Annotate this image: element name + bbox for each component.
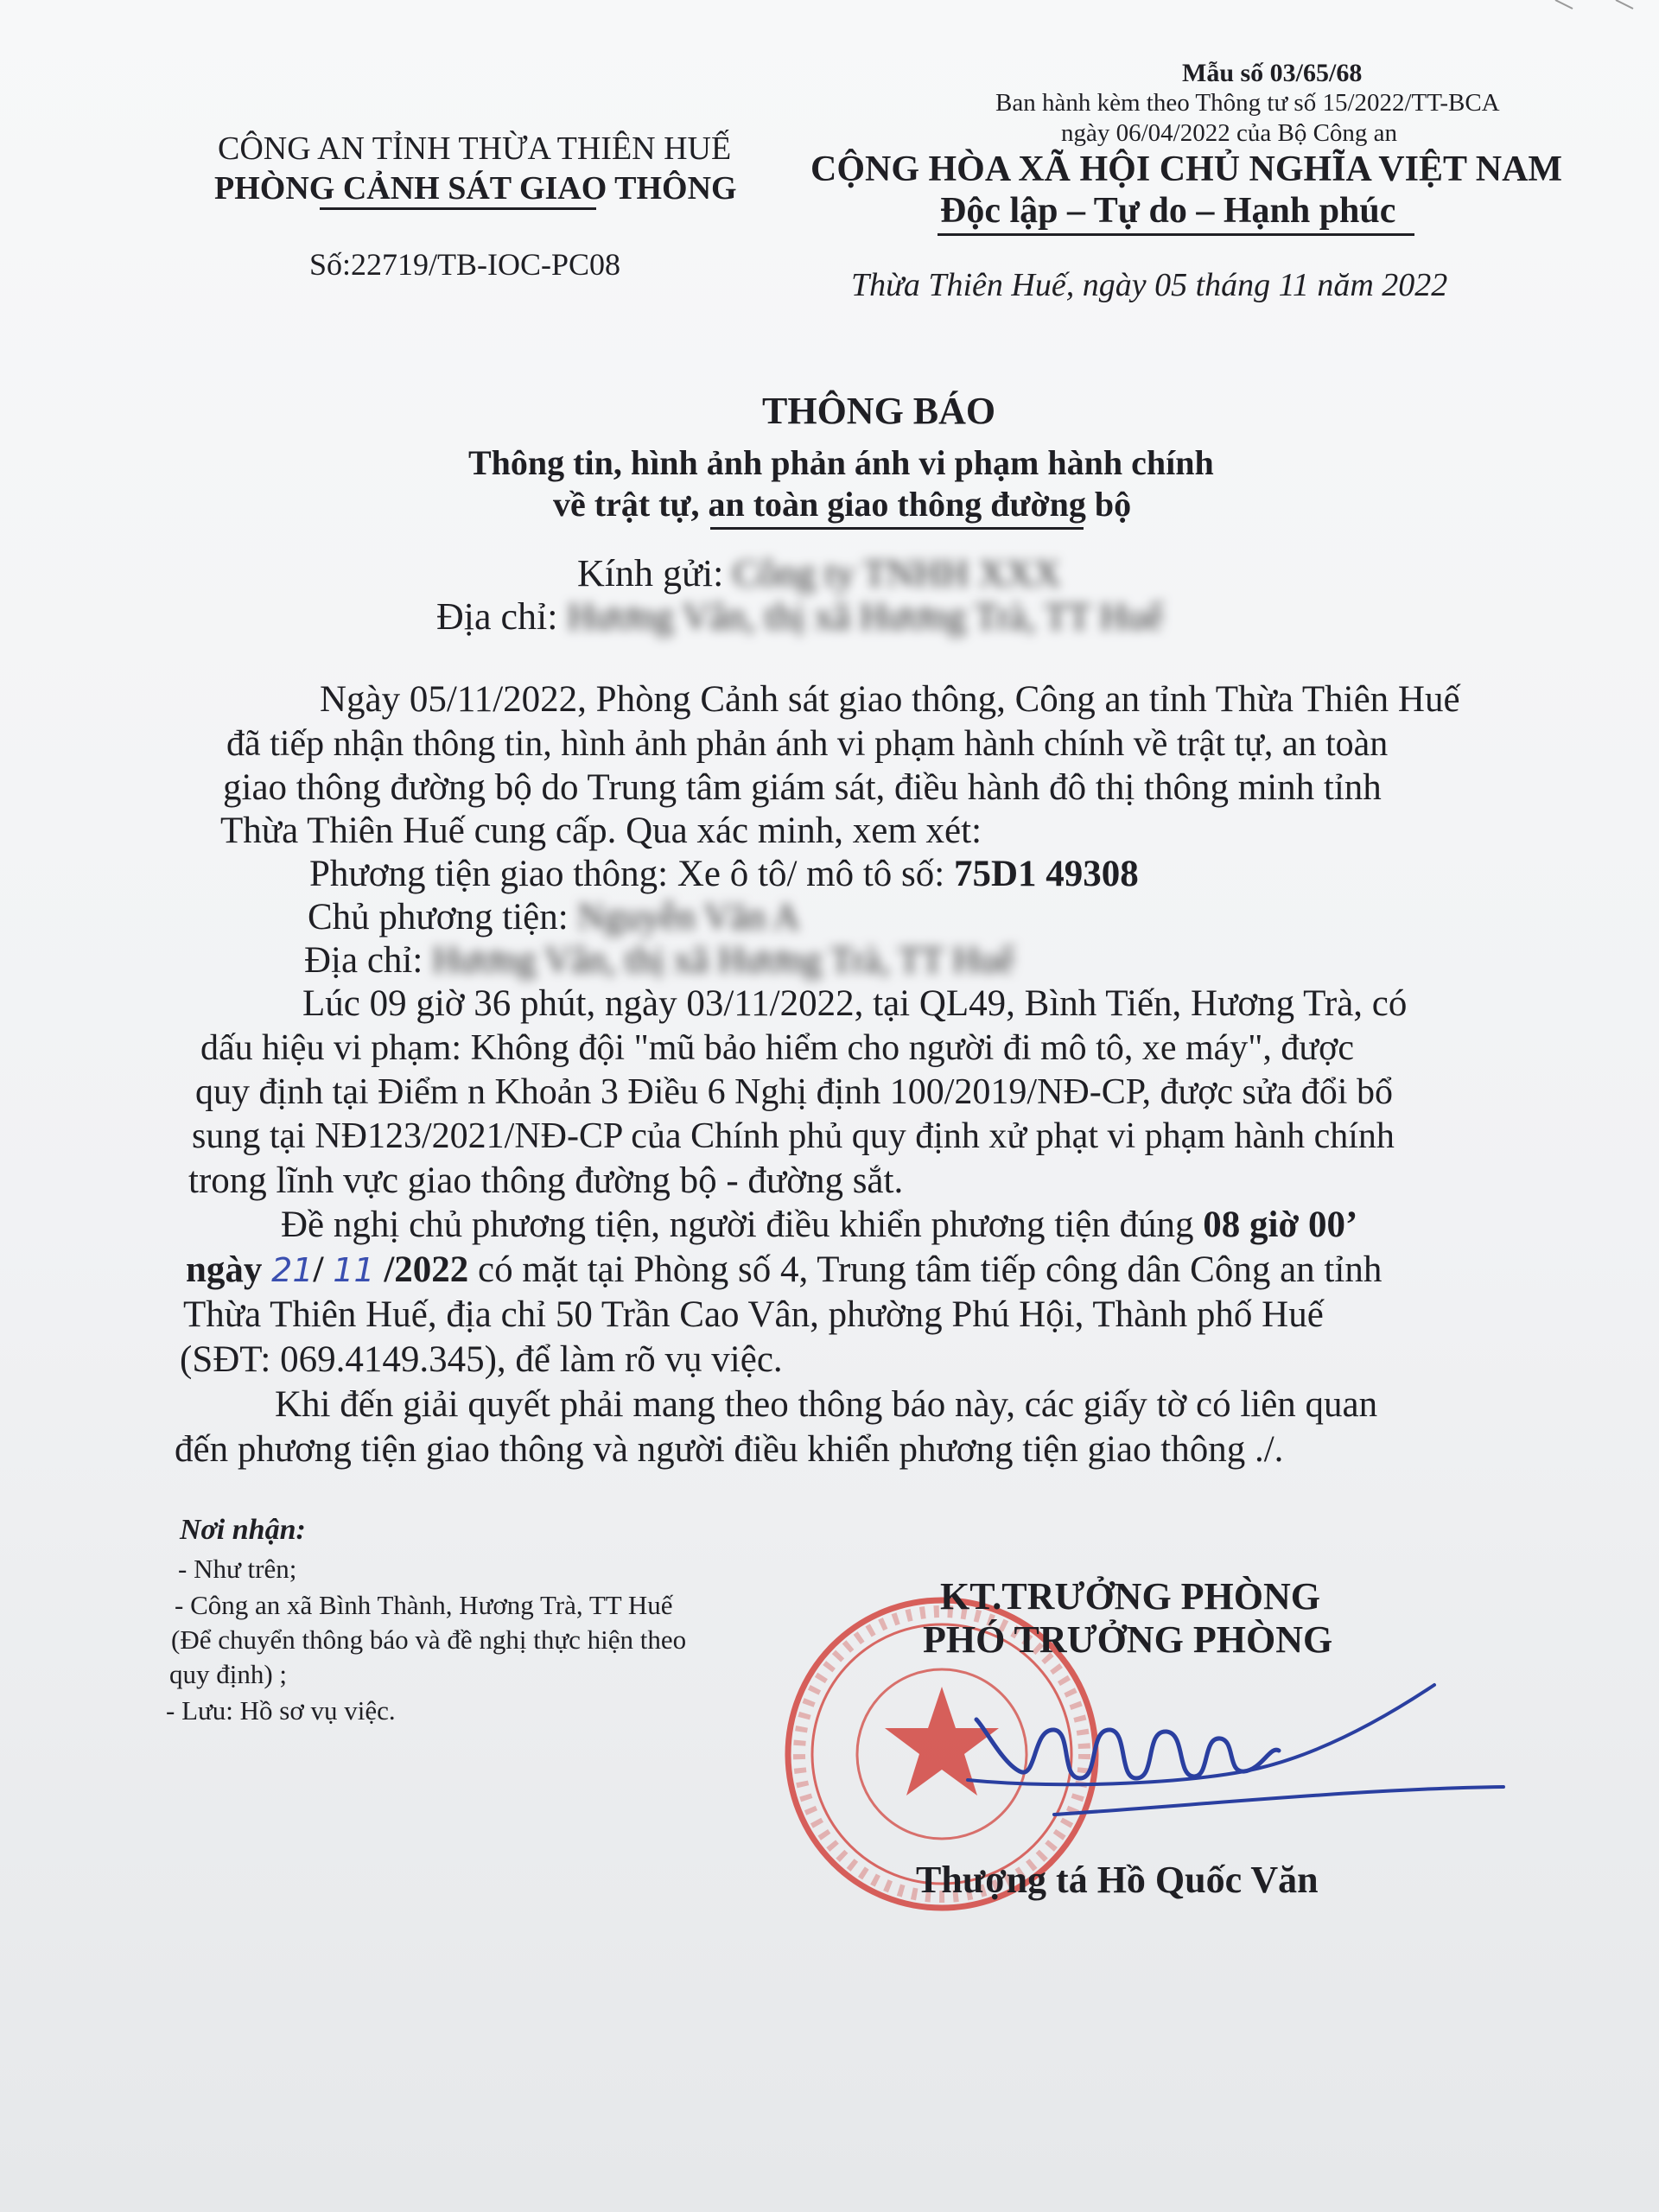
notice-subtitle-2: về trật tự, an toàn giao thông đường bộ [553, 485, 1132, 524]
appointment-month-handwritten: 11 [333, 1251, 375, 1289]
owner-address-row [304, 942, 1014, 979]
place-date: Thừa Thiên Huế, ngày 05 tháng 11 năm 2022 [851, 267, 1448, 303]
para2-line3: quy định tại Điểm n Khoản 3 Điều 6 Nghị định 100/2019/NĐ-CP, được sửa đổi bổ [195, 1072, 1393, 1112]
appointment-year: /2022 [374, 1249, 469, 1290]
para1-line2: đã tiếp nhận thông tin, hình ảnh phản ánh vi phạm hành chính về trật tự, an toàn [226, 724, 1389, 764]
kinh-gui-value-redacted: Công ty TNHH XXX [733, 552, 1061, 594]
signer-title-2: PHÓ TRƯỞNG PHÒNG [923, 1618, 1333, 1661]
form-issued-line2: ngày 06/04/2022 của Bộ Công an [1061, 119, 1398, 147]
para3-line2-text: có mặt tại Phòng số 4, Trung tâm tiếp công dân Công an tỉnh [468, 1249, 1382, 1290]
para4-line1: Khi đến giải quyết phải mang theo thông báo này, các giấy tờ có liên quan [275, 1384, 1378, 1425]
owner-label: Chủ phương tiện: [308, 897, 569, 938]
handwritten-signature [950, 1668, 1512, 1832]
vehicle-row [309, 855, 1139, 893]
para2-line1: Lúc 09 giờ 36 phút, ngày 03/11/2022, tại QL49, Bình Tiến, Hương Trà, có [302, 983, 1408, 1024]
recipient-address-label: Địa chỉ: [436, 595, 558, 638]
agency-underline [320, 207, 596, 210]
vehicle-label: Phương tiện giao thông: Xe ô tô/ mô tô số: [309, 854, 954, 894]
form-issued-line1: Ban hành kèm theo Thông tư số 15/2022/TT-BCA [995, 89, 1500, 117]
agency-name: PHÒNG CẢNH SÁT GIAO THÔNG [214, 170, 737, 207]
notice-title: THÔNG BÁO [762, 390, 996, 432]
recipients-line4: quy định) ; [169, 1659, 288, 1689]
motto-underline [938, 233, 1414, 236]
owner-address-redacted: Hương Vân, thị xã Hương Trà, TT Huế [432, 940, 1014, 981]
national-motto: Độc lập – Tự do – Hạnh phúc [940, 191, 1396, 231]
form-number: Mẫu số 03/65/68 [1182, 59, 1363, 87]
recipient-address-row [436, 595, 1163, 638]
notice-subtitle-1: Thông tin, hình ảnh phản ánh vi phạm hành chính [468, 443, 1214, 482]
recipients-heading: Nơi nhận: [180, 1514, 306, 1546]
recipients-line1: - Như trên; [178, 1554, 297, 1584]
owner-row [308, 899, 800, 936]
para1-line4: Thừa Thiên Huế cung cấp. Qua xác minh, xem xét: [220, 810, 982, 851]
para1-line1: Ngày 05/11/2022, Phòng Cảnh sát giao thông, Công an tỉnh Thừa Thiên Huế [320, 679, 1460, 720]
kinh-gui-row [577, 552, 1061, 594]
para1-line3: giao thông đường bộ do Trung tâm giám sát, điều hành đô thị thông minh tỉnh [223, 767, 1382, 808]
page-fold-marks [1538, 0, 1659, 26]
recipients-line5: - Lưu: Hồ sơ vụ việc. [166, 1695, 396, 1726]
country-name: CỘNG HÒA XÃ HỘI CHỦ NGHĨA VIỆT NAM [810, 149, 1563, 189]
appointment-time: 08 giờ 00’ [1203, 1205, 1358, 1245]
appointment-day-label: ngày [186, 1249, 272, 1290]
recipient-address-redacted: Hương Vân, thị xã Hương Trà, TT Huế [567, 595, 1163, 638]
owner-name-redacted: Nguyễn Văn A [577, 897, 800, 938]
para3-line1-text: Đề nghị chủ phương tiện, người điều khiển phương tiện đúng [281, 1205, 1204, 1245]
owner-address-label: Địa chỉ: [304, 940, 423, 981]
para2-line2: dấu hiệu vi phạm: Không đội "mũ bảo hiểm cho người đi mô tô, xe máy", được [200, 1028, 1355, 1068]
appointment-day-handwritten: 21 [271, 1251, 314, 1289]
recipients-line3: (Để chuyển thông báo và đề nghị thực hiện theo [171, 1624, 687, 1655]
signer-title-1: KT.TRƯỞNG PHÒNG [940, 1575, 1320, 1618]
para3-line3: Thừa Thiên Huế, địa chỉ 50 Trần Cao Vân, phường Phú Hội, Thành phố Huế [183, 1294, 1324, 1335]
para3-line1 [281, 1206, 1357, 1243]
para3-line4: (SĐT: 069.4149.345), để làm rõ vụ việc. [180, 1339, 783, 1380]
signer-name: Thượng tá Hồ Quốc Văn [916, 1859, 1319, 1901]
para3-line2 [186, 1251, 1382, 1288]
agency-parent: CÔNG AN TỈNH THỪA THIÊN HUẾ [218, 130, 732, 167]
document-number: Số:22719/TB-IOC-PC08 [309, 247, 621, 282]
kinh-gui-label: Kính gửi: [577, 552, 724, 594]
title-underline [710, 527, 1084, 530]
para2-line5: trong lĩnh vực giao thông đường bộ - đường sắt. [188, 1160, 904, 1201]
recipients-line2: - Công an xã Bình Thành, Hương Trà, TT Huế [175, 1590, 673, 1620]
para2-line4: sung tại NĐ123/2021/NĐ-CP của Chính phủ quy định xử phạt vi phạm hành chính [192, 1116, 1395, 1156]
vehicle-plate: 75D1 49308 [953, 854, 1139, 894]
date-slash: / [313, 1249, 334, 1290]
para4-line2: đến phương tiện giao thông và người điều khiển phương tiện giao thông ./. [175, 1429, 1284, 1470]
